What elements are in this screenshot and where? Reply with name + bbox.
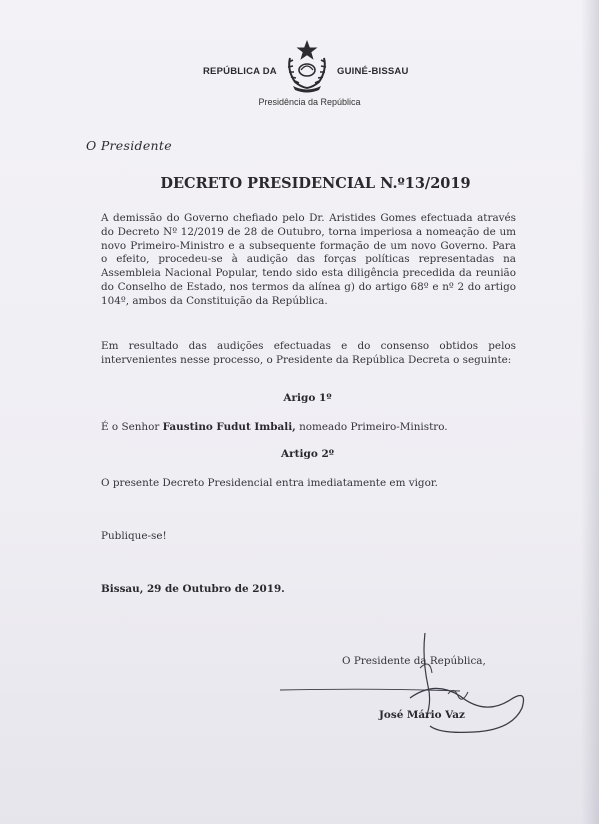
office-name: Presidência da República [258, 97, 361, 107]
article-1-prefix: É o Senhor [101, 421, 163, 433]
handwritten-signature [260, 628, 560, 738]
appointee-name: Faustino Fudut Imbali, [162, 421, 296, 433]
decree-intro-paragraph: Em resultado das audições efectuadas e do consenso obtidos pelos intervenientes nesse processo, o Presidente da República Decreta o seguinte: [101, 340, 516, 366]
article-1-text [101, 421, 521, 433]
article-2-heading: Artigo 2º [280, 448, 335, 460]
signatory-role: O Presidente da República, [342, 655, 486, 667]
publication-order: Publique-se! [101, 530, 167, 542]
page-edge-shadow [581, 0, 599, 824]
decree-title: DECRETO PRESIDENCIAL N.º13/2019 [160, 175, 471, 192]
preamble-paragraph: A demissão do Governo chefiado pelo Dr. Aristides Gomes efectuada através do Decreto Nº 12/2019 de 28 de Outubro, torna imperiosa a nomeação de um novo Primeiro-Ministro e a subsequente formação de um novo Governo. Para o efeito, procedeu-se à audição das forças políticas representadas na Assembleia Nacional Popular, tendo sido esta diligência precedida da reunião do Conselho de Estado, nos termos da alínea g) do artigo 68º e nº 2 do artigo 104º, ambos da Constituição da República. [101, 212, 516, 307]
signatory-name: José Mário Vaz [379, 709, 465, 721]
article-1-heading: Arigo 1º [283, 392, 332, 404]
country-name-left: REPÚBLICA DA [203, 66, 277, 77]
date-line: Bissau, 29 de Outubro de 2019. [101, 583, 285, 595]
salutation: O Presidente [86, 138, 172, 153]
article-1-suffix: nomeado Primeiro-Ministro. [295, 421, 448, 433]
country-name-right: GUINÉ-BISSAU [337, 66, 409, 77]
article-2-text: O presente Decreto Presidencial entra imediatamente em vigor. [101, 477, 438, 489]
coat-of-arms-icon [281, 38, 333, 94]
